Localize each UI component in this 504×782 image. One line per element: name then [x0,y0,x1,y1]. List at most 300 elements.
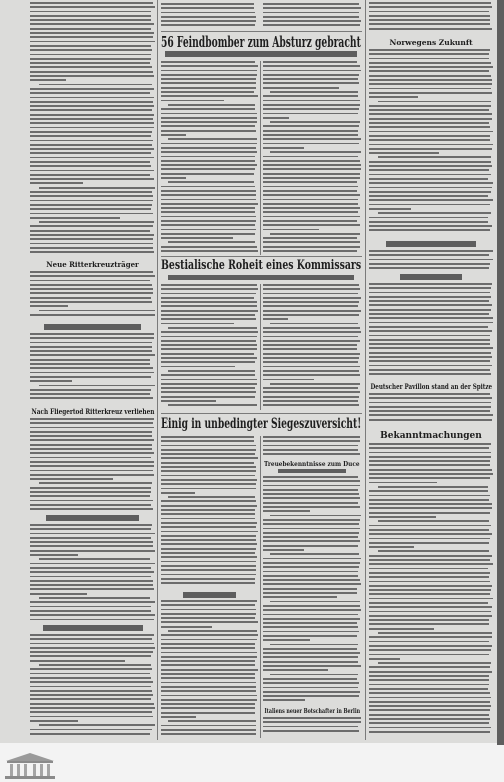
text-line [369,300,489,302]
text-line [30,647,155,649]
text-line [263,305,358,307]
text-line [263,374,360,376]
text-line [161,348,257,350]
text-line [30,195,153,197]
text-line [369,122,489,124]
text-line [161,168,255,170]
text-line [30,504,151,506]
text-line [263,523,359,525]
text-line [168,370,255,372]
text-line [263,74,359,76]
text-line [369,161,491,163]
text-line [161,582,255,584]
text-line [161,95,258,97]
text-line [263,678,357,680]
text-line [263,173,360,175]
text-line [369,259,493,261]
text-line [263,288,360,290]
text-line [161,108,255,110]
text-line [378,632,492,634]
text-line [263,194,360,196]
text-line [263,314,359,316]
column-rule [260,436,261,738]
text-line [30,461,154,463]
text-line [369,697,491,699]
text-line [369,512,490,514]
heading-fliegertod: Nach Fliegertod Ritterkreuz verliehen [31,407,154,416]
text-line [30,243,153,245]
text-line [30,465,154,467]
text-line [263,65,360,67]
article-body-text [369,250,493,272]
article-body-text [30,2,155,258]
text-line [263,24,360,26]
text-line [369,452,491,454]
text-line [369,49,490,51]
text-line [161,396,255,398]
text-line [30,342,152,344]
text-line [263,207,360,209]
text-line [30,333,154,335]
text-line [30,165,151,167]
text-line [161,125,255,127]
text-line [39,310,155,312]
illegible-heading [369,241,493,247]
text-line [369,208,411,210]
text-line [369,204,490,206]
text-line [30,66,152,68]
text-line [161,703,255,705]
text-line [30,152,151,154]
text-line [369,555,492,557]
text-line [30,280,150,282]
text-line [161,220,256,222]
text-line [30,541,153,543]
text-line [161,479,257,481]
text-line [263,130,358,132]
text-line [369,135,490,137]
text-line [263,730,359,732]
text-line [30,601,155,603]
text-line [270,151,361,153]
text-line [263,717,361,719]
text-line [263,665,361,667]
text-line [369,503,492,505]
text-line [263,7,361,9]
text-line [263,310,361,312]
text-line [30,354,155,356]
text-line [369,714,489,716]
text-line [30,217,120,219]
text-line [369,563,493,565]
text-line [369,139,490,141]
text-line [30,135,151,137]
text-line [263,396,359,398]
text-line [263,588,357,590]
illegible-heading [30,625,155,631]
text-line [30,28,151,30]
text-line [263,100,360,102]
text-line [161,617,255,619]
text-line [369,701,490,703]
text-line [30,576,151,578]
text-line [369,144,493,146]
text-line [369,593,490,595]
text-line [369,15,490,17]
text-line [30,92,150,94]
text-line [161,353,254,355]
text-line [161,288,258,290]
text-line [39,597,151,599]
text-line [161,156,255,158]
text-line [30,178,154,180]
text-line [161,505,257,507]
text-line [263,596,337,598]
text-line [39,482,153,484]
text-line [263,95,358,97]
text-line [369,499,489,501]
article-body-text [161,600,258,738]
text-line [369,148,492,150]
text-line [161,130,256,132]
text-line [369,330,492,332]
text-line [161,707,255,709]
text-line [161,634,258,636]
kommissar-headline: Bestialische Roheit eines Kommissars [160,258,362,273]
text-line [369,182,493,184]
text-line [369,296,491,298]
text-line [263,648,357,650]
text-line [263,622,357,624]
text-line [161,387,255,389]
text-line [161,466,256,468]
text-line [30,284,152,286]
text-line [369,606,492,608]
text-line [263,70,361,72]
text-line [30,593,87,595]
text-line [30,131,152,133]
text-line [263,143,359,145]
text-line [161,151,257,153]
heading-bekanntmachungen: Bekanntmachungen [380,430,482,441]
text-line [369,482,437,484]
text-line [30,297,151,299]
text-line [161,379,257,381]
article-body-text [30,634,155,738]
text-line [30,655,151,657]
text-line [30,36,153,38]
text-line [30,427,154,429]
text-line [369,221,488,223]
text-line [369,402,491,404]
text-line [263,177,360,179]
text-line [369,304,492,306]
text-line [30,431,152,433]
text-line [161,16,256,18]
text-line [369,649,491,651]
text-line [161,207,255,209]
text-line [263,549,304,551]
text-line [161,366,235,368]
text-line [161,686,256,688]
text-line [168,720,257,722]
text-line [369,684,489,686]
text-line [30,686,151,688]
text-line [161,357,257,359]
text-line [263,510,310,512]
text-line [161,340,256,342]
text-line [369,576,489,578]
text-line [161,556,257,558]
text-line [30,495,150,497]
text-line [369,174,491,176]
text-line [263,721,361,723]
text-line [30,11,151,13]
text-line [369,615,492,617]
text-line [369,187,492,189]
illegible-subheadline [168,275,354,280]
text-line [30,71,153,73]
sieg-headline: Einig in unbedingter Siegeszuversicht! [160,415,362,432]
text-line [263,440,360,442]
scan-edge [497,0,504,745]
text-line [369,309,491,311]
text-line [30,230,150,232]
text-line [161,82,256,84]
text-line [161,639,257,641]
text-line [30,200,153,202]
text-line [30,191,152,193]
text-line [263,199,358,201]
text-line [270,121,361,123]
article-body-text [263,61,361,255]
text-line [161,331,258,333]
text-line [369,126,490,128]
text-line [161,552,255,554]
text-line [263,682,359,684]
text-line [30,673,150,675]
text-line [369,525,491,527]
text-line [270,674,359,676]
text-line [30,690,152,692]
text-line [369,658,400,660]
text-line [378,550,490,552]
text-line [369,654,489,656]
text-line [30,346,152,348]
text-line [30,337,154,339]
text-line [369,109,489,111]
text-line [161,652,257,654]
text-line [369,410,490,412]
text-line [30,23,154,25]
text-line [369,62,491,64]
text-line [369,623,489,625]
text-line [161,716,196,718]
text-line [369,195,488,197]
text-line [161,318,256,320]
text-line [30,554,78,556]
text-line [30,208,151,210]
article-body-text [369,443,493,738]
text-line [168,327,258,329]
text-line [161,237,233,239]
text-line [161,647,255,649]
text-line [263,156,358,158]
text-line [263,301,359,303]
text-line [30,234,154,236]
text-line [270,383,360,385]
text-line [30,380,72,382]
text-line [30,182,83,184]
text-line [30,213,153,215]
text-line [369,477,490,479]
text-line [161,578,255,580]
text-line [161,117,257,119]
text-line [263,348,357,350]
text-line [30,58,151,60]
text-line [161,531,258,533]
text-line [369,507,492,509]
text-line [39,385,155,387]
text-line [263,138,361,140]
text-line [161,445,256,447]
text-line [161,600,257,602]
text-line [161,656,257,658]
text-line [161,440,254,442]
text-line [369,572,490,574]
text-line [30,19,151,21]
text-line [263,16,359,18]
text-line [161,492,195,494]
text-line [369,666,490,668]
text-line [270,323,358,325]
text-line [161,470,256,472]
text-line [369,178,488,180]
text-line [369,191,491,193]
text-line [369,118,492,120]
text-line [369,23,490,25]
text-line [30,588,154,590]
article-body-text [263,717,361,738]
text-line [369,343,490,345]
text-line [263,695,359,697]
text-line [369,447,489,449]
text-line [263,476,358,478]
text-line [161,65,258,67]
text-line [263,626,358,628]
text-line [161,61,255,63]
text-line [30,634,154,636]
text-line [30,614,155,616]
column-rule [157,0,158,740]
text-line [263,241,360,243]
text-line [369,83,492,85]
text-line [369,373,491,375]
text-line [161,682,256,684]
text-line [161,626,212,628]
text-line [30,49,152,51]
text-line [161,543,257,545]
text-line [378,212,492,214]
text-line [263,344,357,346]
text-line [161,336,257,338]
text-line [263,220,357,222]
text-line [263,669,328,671]
text-line [369,19,490,21]
text-line [263,147,304,149]
text-line [369,490,488,492]
text-line [161,20,256,22]
text-line [369,675,489,677]
article-body-text [161,284,258,410]
text-line [263,3,359,5]
text-line [30,491,151,493]
text-line [369,589,491,591]
text-line [369,225,492,227]
text-line [263,297,361,299]
text-line [30,174,150,176]
text-line [30,32,154,34]
text-line [168,496,256,498]
text-line [369,443,491,445]
text-line [263,566,359,568]
text-line [378,101,491,103]
text-line [168,241,255,243]
text-line [369,718,490,720]
column-rule [260,284,261,410]
illegible-heading [30,515,155,521]
text-line [369,75,491,77]
text-line [30,524,152,526]
text-line [270,91,359,93]
text-line [263,614,358,616]
text-line [369,636,492,638]
text-line [263,229,319,231]
illegible-subheadline [278,469,346,473]
text-line [30,372,154,374]
text-line [161,518,255,520]
text-line [30,97,154,99]
text-line [263,506,360,508]
text-line [369,406,491,408]
text-line [30,545,153,547]
text-line [30,487,151,489]
text-line [270,233,360,235]
section-rule [161,256,362,257]
text-line [161,177,186,179]
text-line [369,529,489,531]
text-line [30,580,153,582]
text-line [30,668,152,670]
heading-norwegen: Norwegens Zukunft [389,38,473,47]
text-line [263,489,358,491]
text-line [30,367,153,369]
text-line [161,522,257,524]
text-line [263,699,305,701]
text-line [369,267,489,269]
text-line [30,148,154,150]
text-line [263,691,360,693]
text-line [161,344,257,346]
text-line [30,140,153,142]
text-line [369,70,489,72]
text-line [161,453,255,455]
text-line [263,639,310,641]
text-line [369,460,490,462]
text-line [161,70,257,72]
heading-pavillon: Deutscher Pavillon stand an der Spitze [370,382,492,391]
text-line [369,113,492,115]
